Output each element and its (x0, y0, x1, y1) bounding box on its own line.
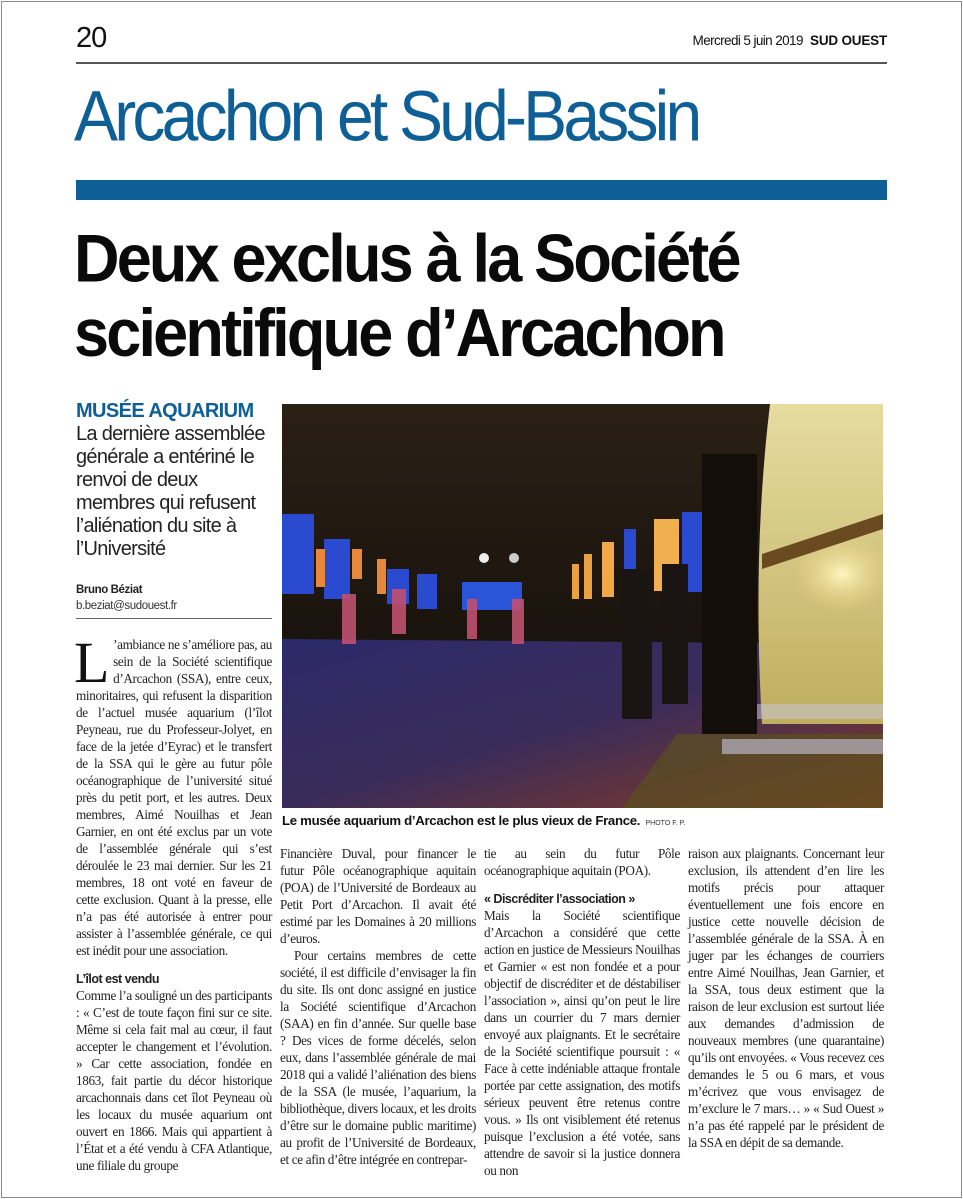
caption-text: Le musée aquarium d’Arcachon est le plus vieux de France. (282, 813, 641, 828)
article-column-1 (74, 630, 272, 1174)
subhead-1: L’îlot est vendu (76, 972, 159, 986)
paragraph-3: Pour certains membres de cette société, il est difficile d’envisager la fin du site. Ils ont donc assigné en justice la Société scientifique d’Arcachon (SAA) en fin d’année. Sur quelle base ? Des vices de forme décelés, selon eux, dans l’assemblée générale de mai 2018 qui a validé l’aliénation des biens de la SSA (le musée, l’aquarium, la bibliothèque, divers locaux, et les droits d’être sur le domaine public maritime) au profit de l’Université de Bordeaux, et ce afin d’être intégrée en contrepar- (280, 948, 476, 1167)
paragraph-1 (74, 630, 272, 959)
byline-rule (76, 618, 272, 619)
paragraph-4-continued: raison aux plaignants. Concernant leur exclusion, ils attendent d’en lire les motifs précis pour attaquer éventuellement une fois encore en justice cette nouvelle décision de l’assemblée générale de la SSA. À en juger par les échanges de courriers entre Aimé Nouilhas, Jean Garnier, et la SSA, tous deux estiment que la raison de leur exclusion est surtout liée aux demandes d’admission de nouveaux membres (une quarantaine) qu’ils ont envoyées. « Vous recevez ces demandes le 5 ou 6 mars, et vous m’écrivez que vous envisagez de m’exclure le 7 mars… » « Sud Ouest » n’a pas été rappelé par le président de la SSA en dépit de sa demande. (688, 846, 884, 1150)
standfirst: La dernière assemblée générale a entériné le renvoi de deux membres qui refusent l’aliénation du site à l’Université (76, 423, 265, 560)
headline-line-1: Deux exclus à la Société (74, 220, 739, 297)
drop-cap: L (74, 630, 110, 695)
paragraph-1-text: ’ambiance ne s’améliore pas, au sein de la Société scientifique d’Arcachon (SSA), entre ceux, minoritaires, qui refusent la disparition de l’actuel musée aquarium (l’îlot Peyneau, rue du Professeur-Jolyet, en face de la jetée d’Eyrac) et le transfert de la SSA qui le gère au futur pôle océanographique de l’université situé près du petit port, et les autres. Deux membres, Aimé Nouilhas et Jean Garnier, en ont été exclus par un vote de l’assemblée générale qui s’est déroulée le 23 mai dernier. Sur les 21 membres, 18 ont voté en faveur de cette exclusion. Quant à la presse, elle n’a pas été autorisée à entrer pour assister à l’assemblée générale, ce qui est inédit pour une association. (76, 637, 272, 958)
publication-date: Mercredi 5 juin 2019 (692, 33, 803, 48)
photo-credit: PHOTO F. P. (645, 820, 686, 827)
paragraph-4: Mais la Société scientifique d’Arcachon a considéré que cette action en justice de Messieurs Nouilhas et Garnier « est non fondée et a pour objectif de discréditer et de déstabiliser l’association », ainsi qu’on peut le lire dans un courrier du 7 mars dernier envoyé aux plaignants. Et le secrétaire de la Société scientifique poursuit : « Face à cette indéniable attaque frontale portée par cette assignation, des motifs sérieux peuvent être retenus contre vous. » Ils ont visiblement été retenus puisque l’exclusion a été votée, sans attendre de savoir si la justice donnera ou non (484, 908, 680, 1178)
folio (693, 33, 887, 48)
publication-name: SUD OUEST (810, 33, 887, 48)
page-number: 20 (76, 22, 107, 54)
author-name: Bruno Béziat (76, 584, 143, 596)
article-column-4 (688, 845, 884, 1151)
article-column-3 (484, 845, 680, 1179)
headline-line-2: scientifique d’Arcachon (74, 295, 724, 372)
subhead-2: « Discréditer l’association » (484, 892, 635, 906)
article-column-2 (280, 845, 476, 1168)
headline (74, 222, 904, 371)
author-email[interactable]: b.beziat@sudouest.fr (76, 600, 177, 612)
aquarium-photo-illustration (282, 404, 883, 808)
section-bar (76, 180, 887, 200)
kicker: MUSÉE AQUARIUM (76, 400, 254, 422)
section-title: Arcachon et Sud-Bassin (74, 75, 699, 156)
article-photo (282, 404, 883, 808)
paragraph-3-continued: tie au sein du futur Pôle océanographique aquitain (POA). (484, 846, 680, 878)
header-rule (76, 62, 887, 64)
paragraph-2-continued: Financière Duval, pour financer le futur Pôle océanographique aquitain (POA) de l’Université de Bordeaux au Petit Port d’Arcachon. Il avait été estimé par les Domaines à 20 millions d’euros. (280, 846, 476, 946)
paragraph-2: Comme l’a souligné un des participants : « C’est de toute façon fini sur ce site. Même si cela fait mal au cœur, il faut accepter le changement et l’évolution. » Car cette association, fondée en 1863, fait partie du décor historique arcachonnais dans cet îlot Peyneau où les locaux du musée aquarium ont ouvert en 1866. Mais qui appartient à l’État et a été vendu à CFA Atlantique, une filiale du groupe (76, 988, 272, 1173)
photo-caption (282, 813, 892, 828)
